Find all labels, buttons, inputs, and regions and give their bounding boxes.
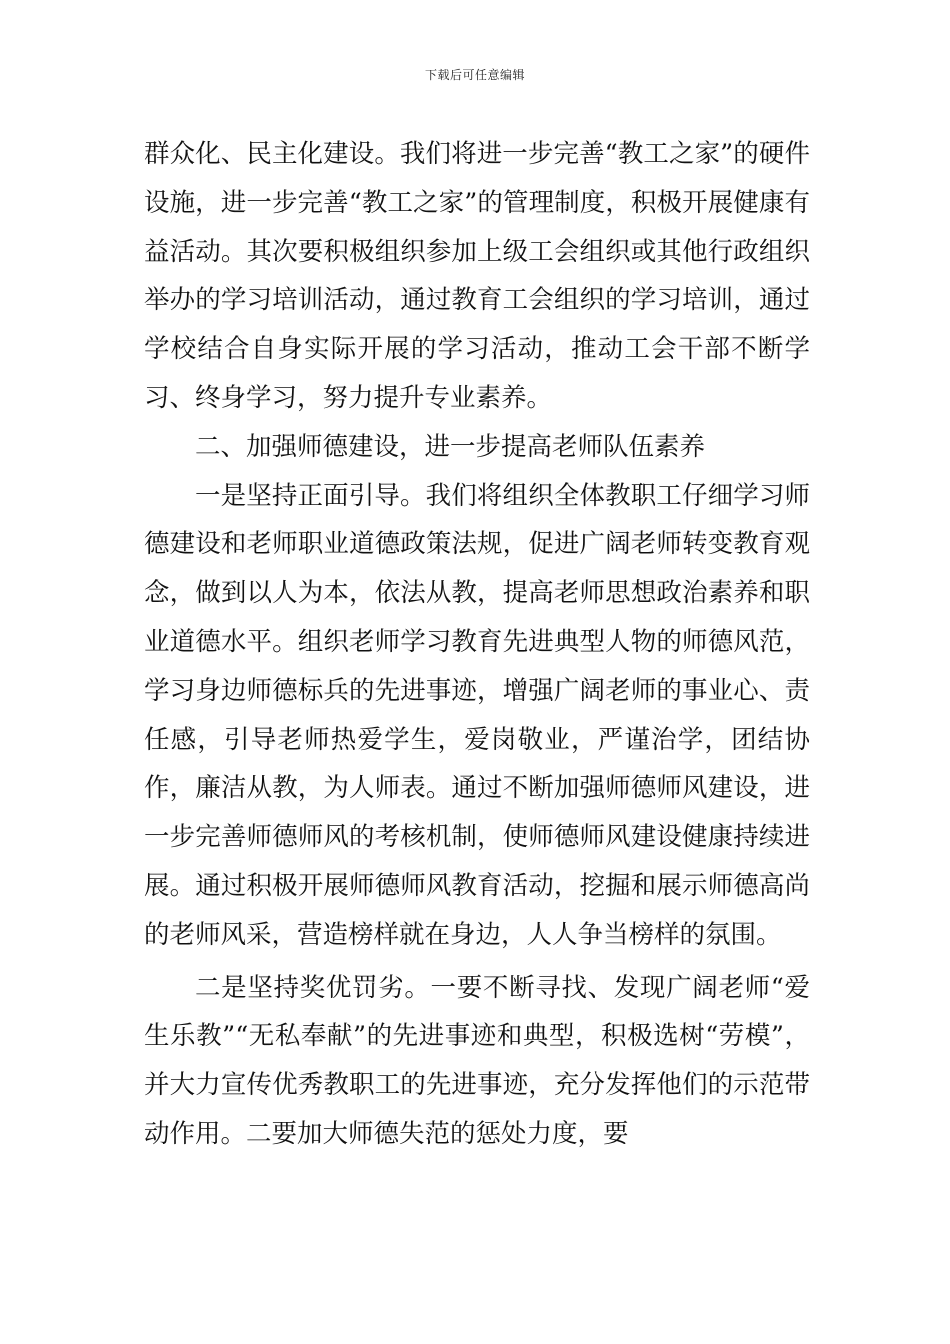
document-body — [144, 130, 810, 1159]
page-header: 下载后可任意编辑 — [424, 68, 525, 82]
paragraph-reward-punish: 二是坚持奖优罚劣。一要不断寻找、发现广阔老师“爱生乐教”“无私奉献”的先进事迹和典型，积极选树“劳模”，并大力宣传优秀教职工的先进事迹，充分发挥他们的示范带动作用。二要加大师德失范的惩处力度，要 — [144, 972, 810, 1149]
paragraph-union-building: 群众化、民主化建设。我们将进一步完善“教工之家”的硬件设施，进一步完善“教工之家”的管理制度，积极开展健康有益活动。其次要积极组织参加上级工会组织或其他行政组织举办的学习培训活动，通过教育工会组织的学习培训，通过学校结合自身实际开展的学习活动，推动工会干部不断学习、终身学习，努力提升专业素养。 — [144, 139, 810, 413]
paragraph-positive-guidance: 一是坚持正面引导。我们将组织全体教职工仔细学习师德建设和老师职业道德政策法规，促进广阔老师转变教育观念，做到以人为本，依法从教，提高老师思想政治素养和职业道德水平。组织老师学习教育先进典型人物的师德风范，学习身边师德标兵的先进事迹，增强广阔老师的事业心、责任感，引导老师热爱学生，爱岗敬业，严谨治学，团结协作，廉洁从教，为人师表。通过不断加强师德师风建设，进一步完善师德师风的考核机制，使师德师风建设健康持续进展。通过积极开展师德师风教育活动，挖掘和展示师德高尚的老师风采，营造榜样就在身边，人人争当榜样的氛围。 — [144, 480, 810, 950]
section-heading-teacher-ethics: 二、加强师德建设，进一步提高老师队伍素养 — [195, 431, 706, 462]
